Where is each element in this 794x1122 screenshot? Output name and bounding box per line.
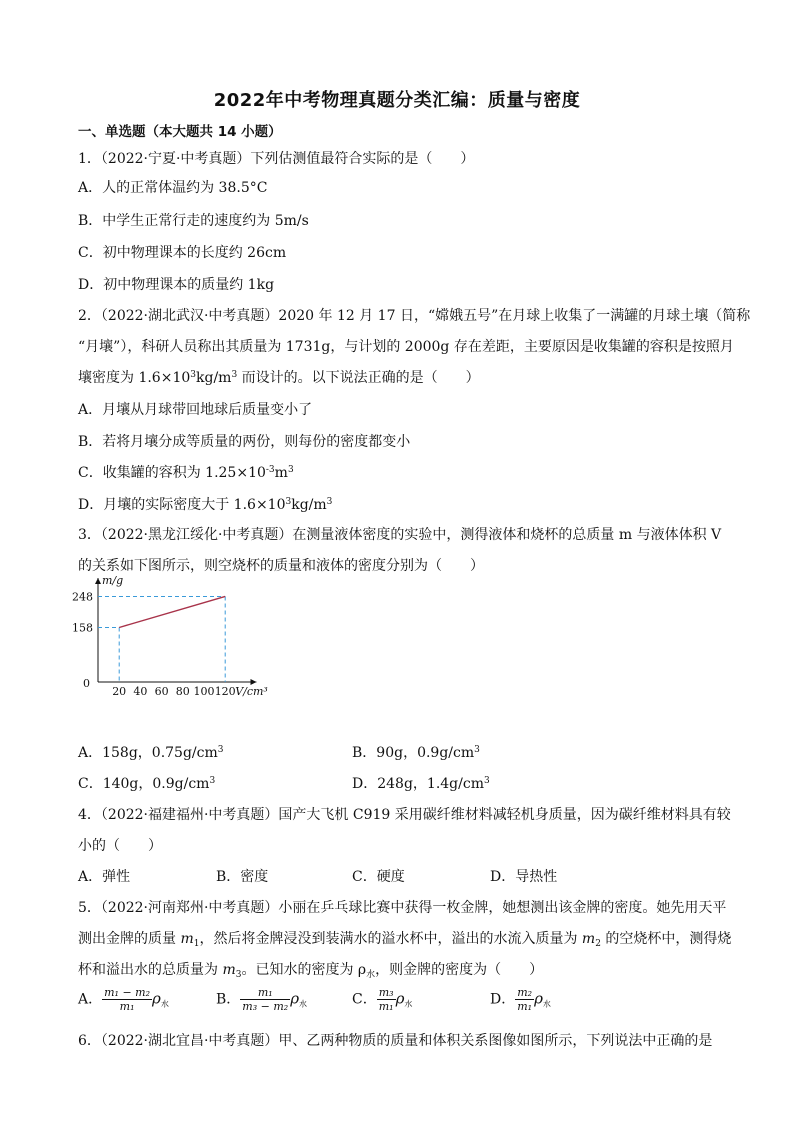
q4-stem-line2: 小的（ ） — [78, 838, 162, 854]
q5-option-a: A． $\frac{\text{m₁ − m₂}}{\text{m₁}}$ $\rho_水$ — [78, 986, 169, 1013]
q6-stem-line1: 6．（2022·湖北宜昌·中考真题）甲、乙两种物质的质量和体积关系图像如图所示，下列说法中正确的是 — [78, 1033, 713, 1049]
q5-option-c: C． $\frac{\text{m₃}}{\text{m₁}}$ $\rho_水$ — [352, 986, 413, 1013]
x-tick-label: 100 — [193, 685, 215, 698]
q1-option-c: C．初中物理课本的长度约 26cm — [78, 245, 287, 261]
q4-option-c: C．硬度 — [352, 869, 405, 885]
q4-option-d: D．导热性 — [490, 869, 558, 885]
q2-option-b: B．若将月壤分成等质量的两份，则每份的密度都变小 — [78, 434, 411, 450]
mass-volume-chart — [68, 570, 298, 700]
q1-stem: 1．（2022·宁夏·中考真题）下列估测值最符合实际的是（ ） — [78, 151, 475, 167]
q3-option-d: D．248g，$1.4g/cm^3$ — [352, 776, 490, 792]
q3-option-a: A．158g，$0.75g/cm^3$ — [78, 745, 224, 761]
chart-guides — [98, 596, 225, 682]
q3-option-b: B．90g，$0.9g/cm^3$ — [352, 745, 480, 761]
x-tick-label: 60 — [154, 685, 169, 698]
section-heading: 一、单选题（本大题共 14 小题） — [78, 124, 282, 140]
q4-stem-line1: 4．（2022·福建福州·中考真题）国产大飞机 C919 采用碳纤维材料减轻机身质量，因为碳纤维材料具有较 — [78, 807, 731, 823]
chart-series — [119, 596, 225, 627]
q4-option-a: A．弹性 — [78, 869, 131, 885]
q1-option-d: D．初中物理课本的质量约 1kg — [78, 277, 275, 293]
x-tick-label: 80 — [175, 685, 190, 698]
q5-option-b: B． $\frac{\text{m₁}}{\text{m₃ − m₂}}$ $\rho_水$ — [216, 986, 308, 1013]
q3-option-c: C．140g，$0.9g/cm^3$ — [78, 776, 216, 792]
q1-option-b: B．中学生正常行走的速度约为 5m/s — [78, 213, 309, 229]
q5-stem-line3: 杯和溢出水的总质量为 $m_3$。已知水的密度为 $\rho_水$，则金牌的密度为（ ） — [78, 962, 544, 980]
q5-option-d: D． $\frac{\text{m₂}}{\text{m₁}}$ $\rho_水$ — [490, 986, 551, 1013]
y-tick-label: 158 — [72, 621, 93, 635]
data-line — [119, 596, 225, 627]
q1-option-a: A．人的正常体温约为 38.5°C — [78, 180, 268, 196]
q5-stem-line1: 5．（2022·河南郑州·中考真题）小丽在乒乓球比赛中获得一枚金牌，她想测出该金牌的密度。她先用天平 — [78, 900, 727, 916]
y-axis-label: m/g — [102, 574, 124, 587]
chart-labels — [72, 574, 268, 698]
q4-option-b: B．密度 — [216, 869, 269, 885]
origin-label: 0 — [83, 677, 90, 690]
page-title: 2022年中考物理真题分类汇编：质量与密度 — [213, 90, 581, 111]
q2-option-d: D．月壤的实际密度大于 $1.6\times 10^3kg/m^3$ — [78, 497, 333, 513]
q3-stem-line1: 3．（2022·黑龙江绥化·中考真题）在测量液体密度的实验中，测得液体和烧杯的总质量 m 与液体体积 V — [78, 527, 722, 543]
q2-stem-line1: 2．（2022·湖北武汉·中考真题）2020 年 12 月 17 日，“嫦娥五号”在月球上收集了一满罐的月球土壤（简称 — [78, 308, 751, 324]
x-tick-label: 20 — [112, 685, 127, 698]
q2-stem-line2: “月壤”），科研人员称出其质量为 1731g，与计划的 2000g 存在差距，主要原因是收集罐的容积是按照月 — [78, 339, 734, 355]
q2-option-c: C．收集罐的容积为 $1.25\times 10^{-3}m^3$ — [78, 465, 294, 481]
q5-stem-line2: 测出金牌的质量 $m_1$，然后将金牌浸没到装满水的溢水杯中，溢出的水流入质量为 $m_2$ 的空烧杯中，测得烧 — [78, 931, 732, 949]
y-tick-label: 248 — [72, 590, 93, 604]
q2-option-a: A．月壤从月球带回地球后质量变小了 — [78, 402, 313, 418]
q2-stem-line3: 壤密度为 $1.6\times 10^3kg/m^3$ 而设计的。以下说法正确的是（ ） — [78, 370, 480, 386]
x-tick-label: 120 — [214, 685, 236, 698]
q3-stem-line2: 的关系如下图所示，则空烧杯的质量和液体的密度分别为（ ） — [78, 558, 484, 574]
x-tick-label: 40 — [133, 685, 148, 698]
x-axis-label: V/cm³ — [235, 685, 268, 698]
chart-axes — [98, 578, 256, 682]
